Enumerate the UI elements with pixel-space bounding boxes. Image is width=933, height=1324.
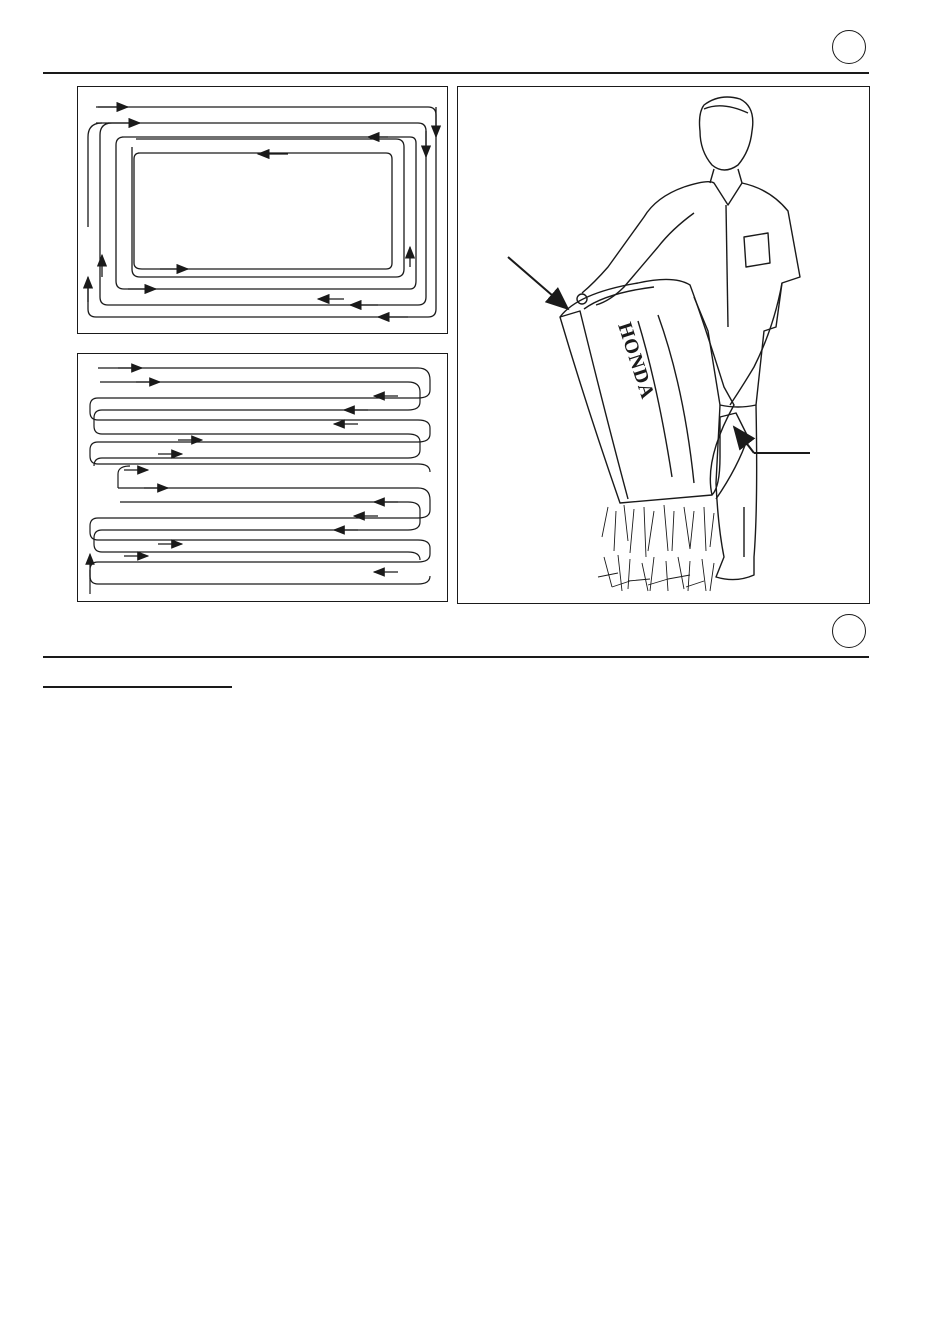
spiral-pattern-diagram: [78, 87, 447, 333]
spiral-pattern-panel: [77, 86, 448, 334]
grass-bag-illustration-panel: [457, 86, 870, 604]
section-badge-mid: [832, 614, 866, 648]
top-rule: [43, 72, 869, 74]
section-badge-top: [832, 30, 866, 64]
zigzag-pattern-panel: [77, 353, 448, 602]
heading-underline: [43, 686, 232, 688]
bag-brand-text: HONDA: [613, 319, 659, 403]
zigzag-pattern-diagram: [78, 354, 447, 601]
mid-rule: [43, 656, 869, 658]
grass-bag-illustration: [458, 87, 869, 603]
